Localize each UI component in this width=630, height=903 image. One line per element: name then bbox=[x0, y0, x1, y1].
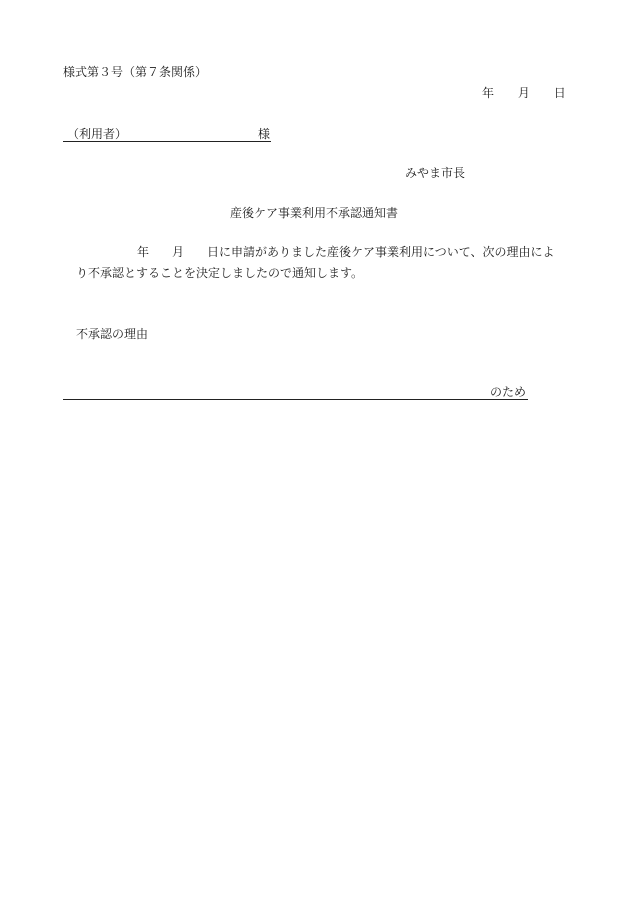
body-paragraph-line-1 bbox=[137, 245, 555, 259]
date-year: 年 bbox=[482, 86, 495, 100]
document-title: 産後ケア事業利用不承認通知書 bbox=[230, 206, 399, 220]
recipient-underline bbox=[63, 141, 271, 142]
date-line bbox=[482, 86, 566, 100]
reason-heading: 不承認の理由 bbox=[76, 327, 149, 341]
body-paragraph-line-2: り不承認とすることを決定しましたので通知します。 bbox=[76, 266, 364, 280]
recipient-honorific: 様 bbox=[258, 127, 271, 141]
body-line-1-rest: 日に申請がありました産後ケア事業利用について、次の理由によ bbox=[207, 245, 555, 259]
date-month: 月 bbox=[517, 86, 530, 100]
reason-underline bbox=[63, 399, 528, 400]
form-number: 様式第３号（第７条関係） bbox=[63, 65, 208, 79]
recipient-label: （利用者） bbox=[67, 127, 128, 141]
body-year: 年 bbox=[137, 245, 150, 259]
body-month: 月 bbox=[172, 245, 185, 259]
issuer-name: みやま市長 bbox=[405, 166, 466, 180]
date-day: 日 bbox=[553, 86, 566, 100]
reason-suffix: のため bbox=[490, 385, 527, 399]
